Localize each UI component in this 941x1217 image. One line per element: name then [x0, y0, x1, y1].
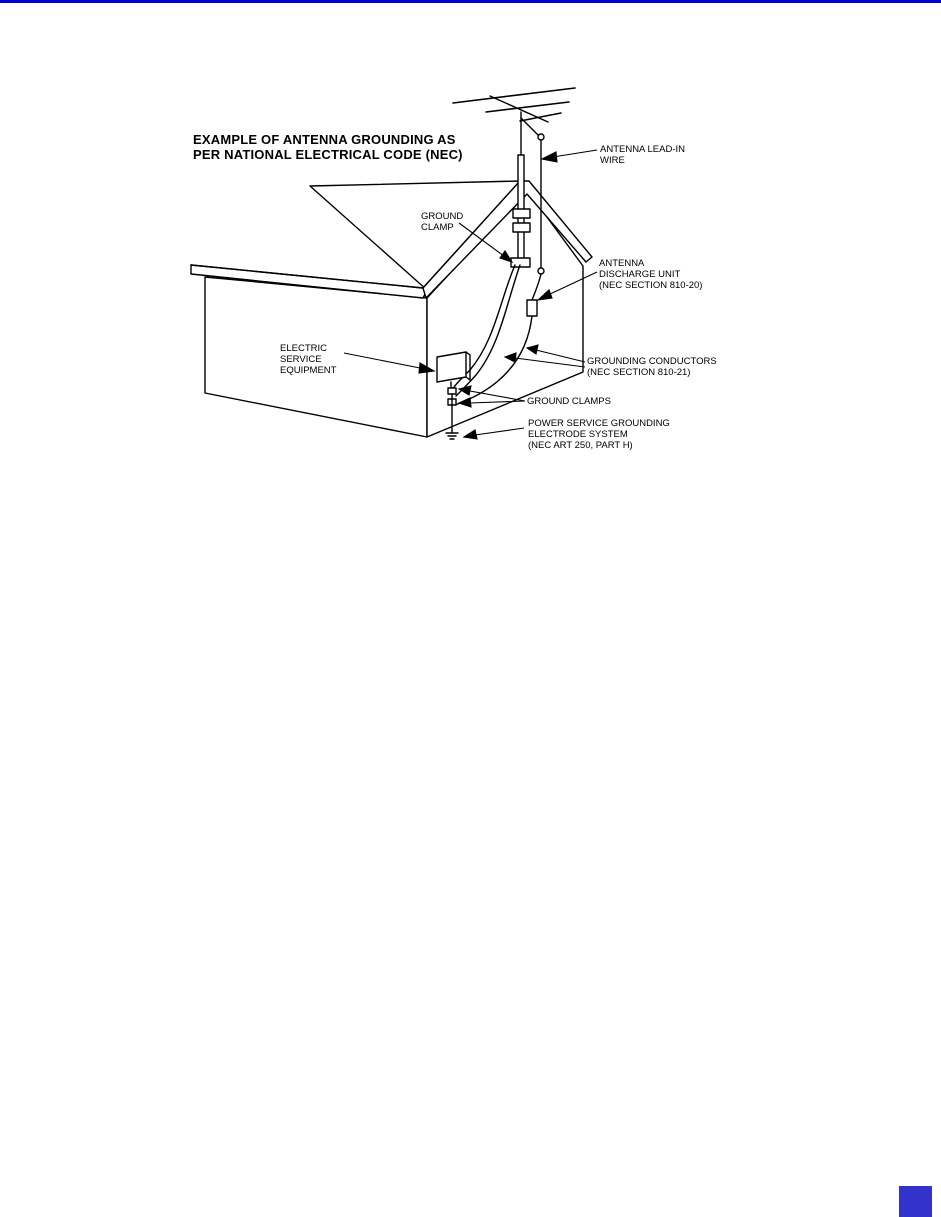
arrow-lead-in [542, 152, 557, 162]
label-line: WIRE [600, 155, 625, 166]
title-line-1: EXAMPLE OF ANTENNA GROUNDING AS [193, 132, 456, 147]
leader-lead-in [553, 150, 597, 157]
antenna-element-top [453, 88, 575, 103]
mast-bracket-lower [513, 223, 530, 232]
label-line: POWER SERVICE GROUNDING [528, 418, 670, 429]
label-antenna-discharge-unit [599, 258, 702, 291]
label-line: GROUND CLAMPS [527, 396, 611, 407]
lead-in-standoff-low [538, 268, 544, 274]
label-line: ELECTRIC [280, 343, 327, 354]
mast-bracket-upper [513, 209, 530, 218]
antenna-element-mid [486, 102, 569, 112]
antenna-discharge-unit [527, 300, 537, 316]
label-electric-service-equipment [280, 343, 336, 376]
arrow-electrode [464, 430, 477, 439]
antenna-element-low [520, 113, 561, 121]
label-grounding-conductors [587, 356, 717, 378]
label-antenna-lead-in [600, 144, 685, 166]
label-line: GROUNDING CONDUCTORS [587, 356, 717, 367]
ground-clamp-rod-upper [448, 388, 456, 394]
label-line: CLAMP [421, 222, 454, 233]
diagram-title [193, 132, 513, 162]
label-line: (NEC SECTION 810-20) [599, 280, 703, 291]
label-line: (NEC ART 250, PART H) [528, 440, 633, 451]
label-line: EQUIPMENT [280, 365, 337, 376]
label-line: DISCHARGE UNIT [599, 269, 681, 280]
label-line: ANTENNA LEAD-IN [600, 144, 685, 155]
title-line-2: PER NATIONAL ELECTRICAL CODE (NEC) [193, 147, 463, 162]
electric-service-box [437, 352, 466, 382]
label-line: SERVICE [280, 354, 322, 365]
label-line: ANTENNA [599, 258, 645, 269]
label-power-service-grounding [528, 418, 670, 451]
lead-in-standoff-top [538, 134, 544, 140]
label-ground-clamps [527, 396, 611, 407]
leader-electrode [475, 428, 524, 435]
label-line: ELECTRODE SYSTEM [528, 429, 628, 440]
label-line: GROUND [421, 211, 464, 222]
label-line: (NEC SECTION 810-21) [587, 367, 691, 378]
label-ground-clamp [421, 211, 463, 233]
page-marker-tab [899, 1186, 932, 1217]
antenna-boom [490, 96, 548, 122]
